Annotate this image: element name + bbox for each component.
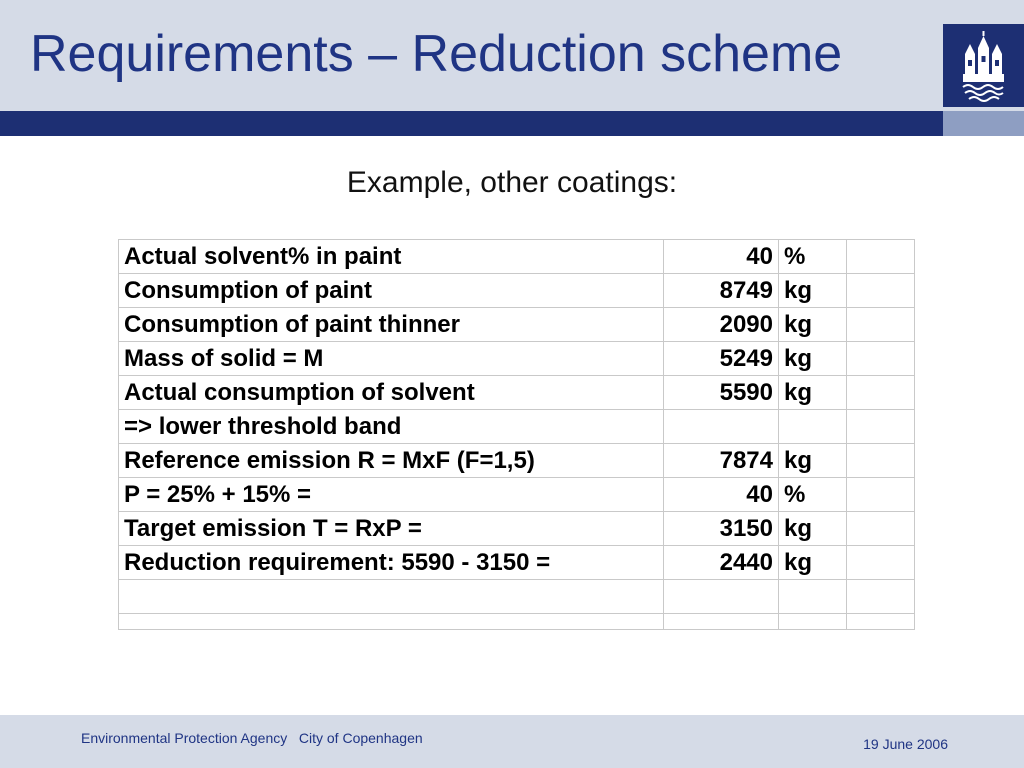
footer-organization: Environmental Protection Agency City of Copenhagen — [81, 730, 423, 746]
table-row — [119, 444, 915, 478]
row-unit: % — [779, 478, 847, 512]
row-label: Reference emission R = MxF (F=1,5) — [119, 444, 664, 478]
row-empty-cell — [847, 546, 915, 580]
row-empty-cell — [847, 444, 915, 478]
row-value: 5249 — [664, 342, 779, 376]
row-empty-cell — [847, 274, 915, 308]
table-row — [119, 240, 915, 274]
copenhagen-coat-of-arms-icon — [943, 24, 1024, 107]
row-value: 5590 — [664, 376, 779, 410]
row-value — [664, 580, 779, 614]
row-value: 7874 — [664, 444, 779, 478]
slide-title: Requirements – Reduction scheme — [30, 25, 843, 83]
table-row — [119, 512, 915, 546]
row-label: Target emission T = RxP = — [119, 512, 664, 546]
table-row — [119, 614, 915, 630]
row-value: 40 — [664, 478, 779, 512]
row-empty-cell — [847, 512, 915, 546]
row-unit — [779, 614, 847, 630]
table-row — [119, 580, 915, 614]
row-label: Mass of solid = M — [119, 342, 664, 376]
row-empty-cell — [847, 376, 915, 410]
row-label — [119, 614, 664, 630]
row-label — [119, 580, 664, 614]
row-empty-cell — [847, 478, 915, 512]
footer-date: 19 June 2006 — [863, 736, 948, 752]
row-value — [664, 614, 779, 630]
table-row — [119, 376, 915, 410]
header-divider-accent — [943, 111, 1024, 136]
table-row — [119, 410, 915, 444]
slide-subtitle: Example, other coatings: — [346, 166, 678, 199]
row-empty-cell — [847, 308, 915, 342]
row-unit: kg — [779, 274, 847, 308]
row-unit — [779, 580, 847, 614]
row-label: Actual consumption of solvent — [119, 376, 664, 410]
table-row — [119, 342, 915, 376]
row-unit: kg — [779, 444, 847, 478]
row-value: 40 — [664, 240, 779, 274]
row-empty-cell — [847, 410, 915, 444]
row-unit — [779, 410, 847, 444]
row-label: Actual solvent% in paint — [119, 240, 664, 274]
row-label: Consumption of paint thinner — [119, 308, 664, 342]
row-empty-cell — [847, 580, 915, 614]
row-label: Reduction requirement: 5590 - 3150 = — [119, 546, 664, 580]
table-row — [119, 546, 915, 580]
row-empty-cell — [847, 342, 915, 376]
row-unit: kg — [779, 342, 847, 376]
table-row — [119, 308, 915, 342]
row-value — [664, 410, 779, 444]
table-row — [119, 274, 915, 308]
row-value: 2090 — [664, 308, 779, 342]
row-unit: kg — [779, 512, 847, 546]
row-label: => lower threshold band — [119, 410, 664, 444]
row-value: 8749 — [664, 274, 779, 308]
row-label: P = 25% + 15% = — [119, 478, 664, 512]
city-logo — [943, 24, 1024, 107]
row-unit: % — [779, 240, 847, 274]
row-unit: kg — [779, 546, 847, 580]
row-value: 3150 — [664, 512, 779, 546]
reduction-table — [118, 239, 915, 630]
row-unit: kg — [779, 376, 847, 410]
row-empty-cell — [847, 240, 915, 274]
row-empty-cell — [847, 614, 915, 630]
header-divider-bar — [0, 111, 943, 136]
row-label: Consumption of paint — [119, 274, 664, 308]
table-row — [119, 478, 915, 512]
row-unit: kg — [779, 308, 847, 342]
row-value: 2440 — [664, 546, 779, 580]
